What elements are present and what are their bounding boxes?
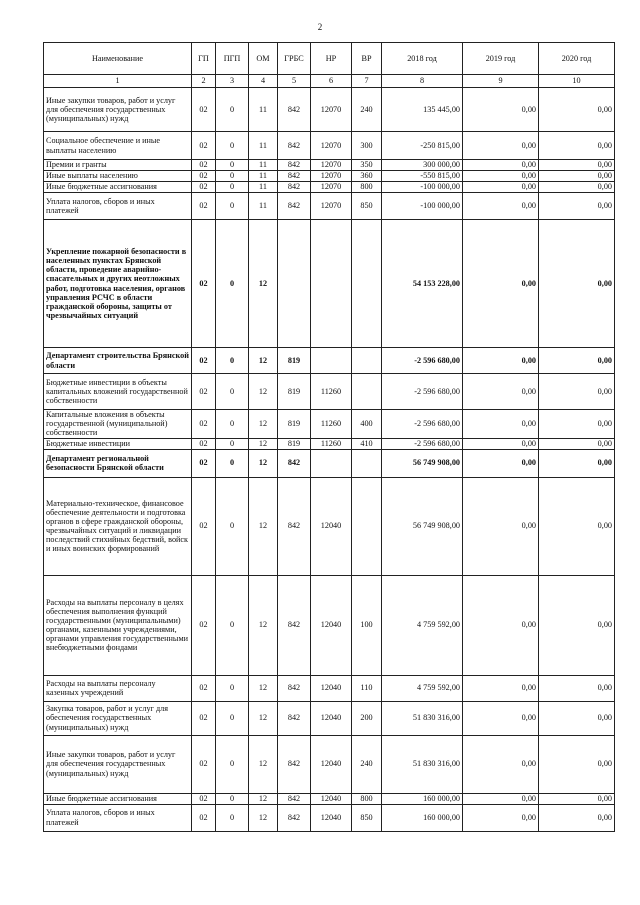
row-2019: 0,00 [463, 804, 539, 831]
row-2018: -100 000,00 [382, 193, 463, 220]
header-2019: 2019 год [463, 43, 539, 75]
row-om: 12 [249, 220, 278, 348]
header-gp: ГП [192, 43, 216, 75]
row-om: 12 [249, 701, 278, 735]
row-name: Материально-техническое, финансовое обеспечение деятельности и подготовка органов в сфере гражданской обороны, чрезвычайных ситуаций и ликвидации последствий стихийных бедствий, войск и иных воинских формирований [44, 477, 192, 575]
row-gp: 02 [192, 735, 216, 793]
row-grbs: 842 [278, 132, 311, 160]
row-2020: 0,00 [539, 132, 615, 160]
header-vr: ВР [352, 43, 382, 75]
row-2020: 0,00 [539, 374, 615, 410]
row-grbs: 842 [278, 477, 311, 575]
row-2020: 0,00 [539, 477, 615, 575]
row-2019: 0,00 [463, 132, 539, 160]
row-pgp: 0 [216, 220, 249, 348]
row-gp: 02 [192, 220, 216, 348]
row-2018: -2 596 680,00 [382, 348, 463, 374]
row-pgp: 0 [216, 88, 249, 132]
row-nr: 11260 [311, 410, 352, 439]
row-2018: -2 596 680,00 [382, 374, 463, 410]
table-row [44, 171, 615, 182]
row-vr: 350 [352, 160, 382, 171]
row-2020: 0,00 [539, 675, 615, 701]
row-om: 12 [249, 348, 278, 374]
row-gp: 02 [192, 374, 216, 410]
row-vr: 800 [352, 182, 382, 193]
row-pgp: 0 [216, 793, 249, 804]
row-nr: 12040 [311, 575, 352, 675]
row-name: Бюджетные инвестиции в объекты капитальных вложений государственной собственности [44, 374, 192, 410]
row-gp: 02 [192, 449, 216, 477]
table-row [44, 449, 615, 477]
row-2019: 0,00 [463, 477, 539, 575]
table-row [44, 132, 615, 160]
row-om: 12 [249, 374, 278, 410]
row-pgp: 0 [216, 171, 249, 182]
row-grbs: 842 [278, 793, 311, 804]
row-name: Расходы на выплаты персоналу в целях обеспечения выполнения функций государственными (муниципальными) органами, казенными учреждениями, органами управления государственными внебюджетными фондами [44, 575, 192, 675]
column-number: 10 [539, 75, 615, 88]
column-number: 9 [463, 75, 539, 88]
row-2018: 54 153 228,00 [382, 220, 463, 348]
row-vr: 400 [352, 410, 382, 439]
row-grbs: 842 [278, 449, 311, 477]
row-vr [352, 477, 382, 575]
row-gp: 02 [192, 160, 216, 171]
row-om: 11 [249, 171, 278, 182]
row-grbs: 842 [278, 804, 311, 831]
row-2020: 0,00 [539, 438, 615, 449]
column-number: 8 [382, 75, 463, 88]
row-om: 11 [249, 193, 278, 220]
row-pgp: 0 [216, 735, 249, 793]
row-2019: 0,00 [463, 701, 539, 735]
row-2019: 0,00 [463, 160, 539, 171]
row-nr: 12070 [311, 193, 352, 220]
table-row [44, 160, 615, 171]
row-gp: 02 [192, 701, 216, 735]
column-number: 2 [192, 75, 216, 88]
row-om: 12 [249, 449, 278, 477]
column-number: 6 [311, 75, 352, 88]
table-row [44, 804, 615, 831]
table-row [44, 220, 615, 348]
table-body [44, 88, 615, 832]
row-2018: -550 815,00 [382, 171, 463, 182]
row-nr [311, 449, 352, 477]
row-om: 12 [249, 804, 278, 831]
row-om: 11 [249, 182, 278, 193]
row-name: Иные бюджетные ассигнования [44, 793, 192, 804]
row-grbs: 842 [278, 88, 311, 132]
row-vr: 110 [352, 675, 382, 701]
row-2019: 0,00 [463, 193, 539, 220]
row-pgp: 0 [216, 182, 249, 193]
row-pgp: 0 [216, 675, 249, 701]
row-name: Укрепление пожарной безопасности в населенных пунктах Брянской области, проведение аварийно-спасательных и других неотложных работ, подготовка населения, органов управления РСЧС в области гражданской обороны, защиты от чрезвычайных ситуаций [44, 220, 192, 348]
row-2020: 0,00 [539, 220, 615, 348]
column-number: 4 [249, 75, 278, 88]
row-gp: 02 [192, 477, 216, 575]
row-2019: 0,00 [463, 88, 539, 132]
row-2018: 160 000,00 [382, 804, 463, 831]
row-nr: 12040 [311, 675, 352, 701]
header-2020: 2020 год [539, 43, 615, 75]
row-grbs: 842 [278, 735, 311, 793]
row-pgp: 0 [216, 804, 249, 831]
row-vr [352, 449, 382, 477]
row-2019: 0,00 [463, 182, 539, 193]
row-pgp: 0 [216, 193, 249, 220]
row-nr: 11260 [311, 438, 352, 449]
row-2018: 56 749 908,00 [382, 449, 463, 477]
row-2018: -2 596 680,00 [382, 410, 463, 439]
row-vr: 100 [352, 575, 382, 675]
row-om: 12 [249, 735, 278, 793]
row-om: 12 [249, 477, 278, 575]
row-name: Иные бюджетные ассигнования [44, 182, 192, 193]
row-nr: 12040 [311, 701, 352, 735]
row-gp: 02 [192, 804, 216, 831]
row-2019: 0,00 [463, 374, 539, 410]
row-nr: 12070 [311, 88, 352, 132]
row-name: Бюджетные инвестиции [44, 438, 192, 449]
row-2020: 0,00 [539, 701, 615, 735]
row-om: 12 [249, 675, 278, 701]
row-om: 11 [249, 132, 278, 160]
table-row [44, 88, 615, 132]
column-number: 5 [278, 75, 311, 88]
row-2020: 0,00 [539, 348, 615, 374]
row-name: Департамент региональной безопасности Брянской области [44, 449, 192, 477]
row-nr: 12070 [311, 182, 352, 193]
row-vr: 850 [352, 804, 382, 831]
row-2020: 0,00 [539, 575, 615, 675]
row-grbs: 842 [278, 575, 311, 675]
row-2019: 0,00 [463, 438, 539, 449]
row-pgp: 0 [216, 449, 249, 477]
row-pgp: 0 [216, 477, 249, 575]
header-name: Наименование [44, 43, 192, 75]
row-2018: 51 830 316,00 [382, 701, 463, 735]
row-vr: 360 [352, 171, 382, 182]
row-grbs: 842 [278, 193, 311, 220]
row-vr [352, 220, 382, 348]
row-nr: 12070 [311, 171, 352, 182]
row-nr: 12040 [311, 804, 352, 831]
row-2020: 0,00 [539, 193, 615, 220]
row-2020: 0,00 [539, 410, 615, 439]
row-om: 12 [249, 793, 278, 804]
row-2020: 0,00 [539, 804, 615, 831]
table-row [44, 675, 615, 701]
column-number: 1 [44, 75, 192, 88]
row-pgp: 0 [216, 701, 249, 735]
header-grbs: ГРБС [278, 43, 311, 75]
row-2020: 0,00 [539, 735, 615, 793]
row-name: Департамент строительства Брянской области [44, 348, 192, 374]
column-number: 7 [352, 75, 382, 88]
row-gp: 02 [192, 88, 216, 132]
table-row [44, 575, 615, 675]
row-grbs: 842 [278, 160, 311, 171]
table-row [44, 374, 615, 410]
row-vr [352, 348, 382, 374]
row-2018: 135 445,00 [382, 88, 463, 132]
row-pgp: 0 [216, 438, 249, 449]
row-om: 12 [249, 438, 278, 449]
row-2020: 0,00 [539, 171, 615, 182]
row-pgp: 0 [216, 160, 249, 171]
row-2018: 51 830 316,00 [382, 735, 463, 793]
row-name: Закупка товаров, работ и услуг для обеспечения государственных (муниципальных) нужд [44, 701, 192, 735]
row-2020: 0,00 [539, 793, 615, 804]
row-pgp: 0 [216, 348, 249, 374]
row-2019: 0,00 [463, 575, 539, 675]
row-nr: 11260 [311, 374, 352, 410]
row-2020: 0,00 [539, 88, 615, 132]
row-pgp: 0 [216, 575, 249, 675]
row-om: 11 [249, 160, 278, 171]
row-gp: 02 [192, 132, 216, 160]
row-nr: 12040 [311, 793, 352, 804]
row-gp: 02 [192, 171, 216, 182]
row-name: Иные закупки товаров, работ и услуг для обеспечения государственных (муниципальных) нужд [44, 88, 192, 132]
table-row [44, 193, 615, 220]
row-name: Иные выплаты населению [44, 171, 192, 182]
row-name: Расходы на выплаты персоналу казенных учреждений [44, 675, 192, 701]
row-om: 12 [249, 410, 278, 439]
row-nr [311, 220, 352, 348]
column-number: 3 [216, 75, 249, 88]
row-2020: 0,00 [539, 182, 615, 193]
row-vr: 200 [352, 701, 382, 735]
row-pgp: 0 [216, 410, 249, 439]
budget-table [43, 42, 615, 832]
row-gp: 02 [192, 348, 216, 374]
row-nr [311, 348, 352, 374]
row-gp: 02 [192, 438, 216, 449]
row-nr: 12040 [311, 477, 352, 575]
table-row [44, 477, 615, 575]
row-pgp: 0 [216, 132, 249, 160]
header-nr: НР [311, 43, 352, 75]
row-grbs [278, 220, 311, 348]
header-2018: 2018 год [382, 43, 463, 75]
row-2018: 4 759 592,00 [382, 575, 463, 675]
row-2019: 0,00 [463, 348, 539, 374]
table-row [44, 701, 615, 735]
table-row [44, 410, 615, 439]
row-name: Капитальные вложения в объекты государственной (муниципальной) собственности [44, 410, 192, 439]
row-vr: 300 [352, 132, 382, 160]
column-number-row [44, 75, 615, 88]
row-grbs: 819 [278, 374, 311, 410]
row-gp: 02 [192, 575, 216, 675]
row-grbs: 819 [278, 438, 311, 449]
row-vr: 800 [352, 793, 382, 804]
row-2019: 0,00 [463, 449, 539, 477]
table-row [44, 793, 615, 804]
row-pgp: 0 [216, 374, 249, 410]
row-2020: 0,00 [539, 160, 615, 171]
row-name: Социальное обеспечение и иные выплаты населению [44, 132, 192, 160]
header-om: ОМ [249, 43, 278, 75]
row-nr: 12040 [311, 735, 352, 793]
row-2019: 0,00 [463, 675, 539, 701]
row-2018: -250 815,00 [382, 132, 463, 160]
row-nr: 12070 [311, 132, 352, 160]
row-2018: 56 749 908,00 [382, 477, 463, 575]
row-grbs: 842 [278, 675, 311, 701]
row-2019: 0,00 [463, 410, 539, 439]
row-name: Уплата налогов, сборов и иных платежей [44, 193, 192, 220]
row-gp: 02 [192, 410, 216, 439]
row-vr: 410 [352, 438, 382, 449]
row-2019: 0,00 [463, 735, 539, 793]
row-vr: 240 [352, 88, 382, 132]
row-name: Иные закупки товаров, работ и услуг для обеспечения государственных (муниципальных) нужд [44, 735, 192, 793]
header-row [44, 43, 615, 75]
table-row [44, 438, 615, 449]
row-grbs: 842 [278, 171, 311, 182]
table-row [44, 348, 615, 374]
row-2018: -100 000,00 [382, 182, 463, 193]
row-name: Уплата налогов, сборов и иных платежей [44, 804, 192, 831]
row-grbs: 842 [278, 701, 311, 735]
table-row [44, 182, 615, 193]
table-row [44, 735, 615, 793]
row-2019: 0,00 [463, 171, 539, 182]
row-grbs: 842 [278, 182, 311, 193]
row-gp: 02 [192, 182, 216, 193]
row-2019: 0,00 [463, 220, 539, 348]
row-gp: 02 [192, 193, 216, 220]
row-om: 12 [249, 575, 278, 675]
row-om: 11 [249, 88, 278, 132]
row-vr: 240 [352, 735, 382, 793]
row-2018: 300 000,00 [382, 160, 463, 171]
row-2018: 4 759 592,00 [382, 675, 463, 701]
row-2020: 0,00 [539, 449, 615, 477]
row-name: Премии и гранты [44, 160, 192, 171]
page-number: 2 [317, 22, 323, 32]
row-grbs: 819 [278, 348, 311, 374]
header-pgp: ПГП [216, 43, 249, 75]
row-gp: 02 [192, 793, 216, 804]
row-nr: 12070 [311, 160, 352, 171]
row-vr [352, 374, 382, 410]
row-grbs: 819 [278, 410, 311, 439]
row-2018: 160 000,00 [382, 793, 463, 804]
row-gp: 02 [192, 675, 216, 701]
row-2019: 0,00 [463, 793, 539, 804]
row-2018: -2 596 680,00 [382, 438, 463, 449]
row-vr: 850 [352, 193, 382, 220]
